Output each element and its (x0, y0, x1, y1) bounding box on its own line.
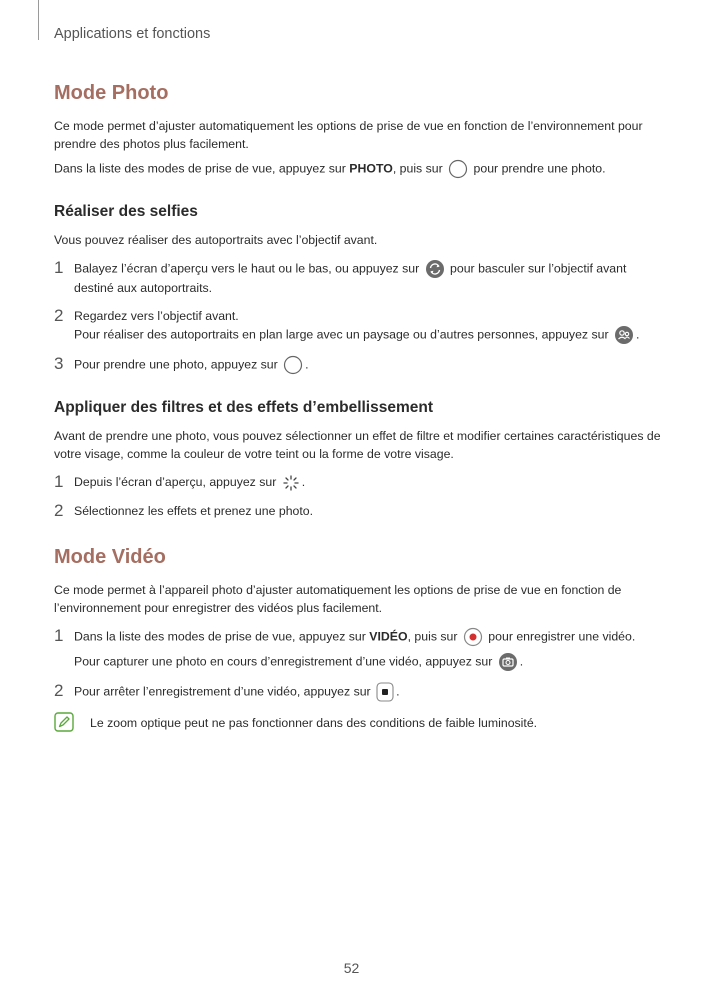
effects-icon (282, 474, 300, 492)
filter-step-2: 2 Sélectionnez les effets et prenez une photo. (54, 500, 314, 520)
subsection-title-filters: Appliquer des filtres et des effets d’embellissement (54, 399, 434, 416)
running-title: Applications et fonctions (54, 26, 211, 42)
stop-icon (376, 682, 394, 702)
header-rule (38, 0, 39, 40)
filters-intro: Avant de prendre une photo, vous pouvez sélectionner un effet de filtre et modifier certaines caractéristiques de votre visage, comme la couleur de votre teint ou la forme de votre visage. (54, 429, 661, 461)
note-icon (54, 712, 90, 735)
wide-selfie-icon (614, 325, 634, 345)
video-mode-label: VIDÉO (369, 629, 408, 643)
section-title-video: Mode Vidéo (54, 545, 166, 568)
record-icon (463, 627, 483, 647)
section-title-photo: Mode Photo (54, 82, 169, 104)
selfie-step-2: 2 Regardez vers l’objectif avant. Pour réaliser des autoportraits en plan large avec un paysage ou d’autres personnes, appuyez sur . (54, 307, 664, 345)
shutter-icon (448, 159, 468, 179)
selfies-intro: Vous pouvez réaliser des autoportraits avec l’objectif avant. (54, 233, 378, 247)
selfie-step-3: 3 Pour prendre une photo, appuyez sur . (54, 354, 309, 373)
page-content (54, 82, 664, 735)
video-step-2: 2 Pour arrêter l’enregistrement d’une vidéo, appuyez sur . (54, 680, 400, 700)
subsection-title-selfies: Réaliser des selfies (54, 203, 198, 220)
photo-intro: Ce mode permet d’ajuster automatiquement les options de prise de vue en fonction de l’environnement pour prendre des photos plus facilement. (54, 119, 643, 151)
note (54, 712, 664, 735)
photo-mode-label: PHOTO (349, 161, 393, 176)
capture-icon (498, 652, 518, 672)
photo-instruction: Dans la liste des modes de prise de vue, appuyez sur PHOTO, puis sur pour prendre une photo. (54, 159, 664, 179)
video-intro: Ce mode permet à l’appareil photo d’ajuster automatiquement les options de prise de vue en fonction de l’environnement pour enregistrer des vidéos plus facilement. (54, 582, 622, 615)
page-number: 52 (343, 960, 360, 976)
switch-camera-icon (425, 259, 445, 279)
video-step-1: 1 Dans la liste des modes de prise de vue, appuyez sur VIDÉO, puis sur pour enregistrer une vidéo. Pour capturer une photo en cours d’enregistrement d’une vidéo, appuyez sur . (54, 627, 664, 672)
shutter-icon (283, 355, 303, 375)
selfie-step-1: 1 Balayez l’écran d’aperçu vers le haut ou le bas, ou appuyez sur pour basculer sur l’objectif avant destiné aux autoportraits. (54, 258, 627, 295)
note-text: Le zoom optique peut ne pas fonctionner dans des conditions de faible luminosité. (90, 716, 538, 731)
filter-step-1: 1 Depuis l’écran d’aperçu, appuyez sur . (54, 472, 306, 491)
